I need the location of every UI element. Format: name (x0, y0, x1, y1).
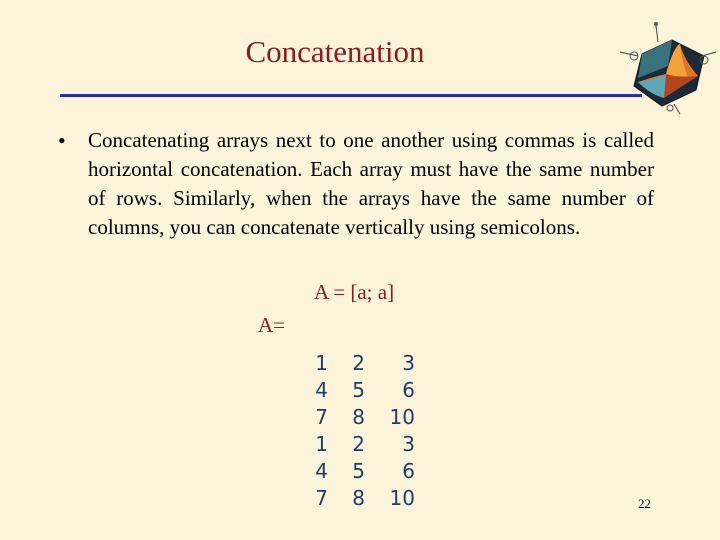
matlab-logo-icon (612, 16, 718, 120)
matrix-cell: 7 (315, 405, 328, 429)
matrix-row (305, 485, 415, 512)
bullet-marker: • (58, 128, 66, 153)
page-number: 22 (638, 496, 651, 511)
matrix-row (305, 350, 415, 377)
matrix-cell: 7 (315, 486, 328, 510)
bullet-item (58, 126, 654, 242)
slide-title: Concatenation (245, 34, 425, 69)
result-matrix (305, 350, 415, 512)
result-label: A= (258, 313, 286, 337)
matrix-cell: 6 (402, 459, 415, 483)
matrix-cell: 4 (315, 459, 328, 483)
matrix-cell: 1 (315, 432, 328, 456)
matrix-row (305, 458, 415, 485)
bullet-text: Concatenating arrays next to one another using commas is called horizontal concatenation. Each array must have the same number of rows. Similarly, when the arrays have the same number of columns, you can concatenate vertically using semicolons. (88, 128, 654, 239)
matrix-cell: 5 (352, 459, 365, 483)
matrix-cell: 3 (402, 351, 415, 375)
matrix-cell: 5 (352, 378, 365, 402)
matrix-cell: 1 (315, 351, 328, 375)
matrix-row (305, 404, 415, 431)
matrix-row (305, 377, 415, 404)
matrix-cell: 10 (389, 405, 415, 429)
matrix-cell: 2 (352, 351, 365, 375)
matrix-cell: 4 (315, 378, 328, 402)
matrix-cell: 8 (352, 486, 365, 510)
matrix-cell: 8 (352, 405, 365, 429)
formula-text: A = [a; a] (314, 280, 395, 304)
matrix-cell: 3 (402, 432, 415, 456)
matrix-cell: 2 (352, 432, 365, 456)
matrix-row (305, 431, 415, 458)
matrix-cell: 6 (402, 378, 415, 402)
matrix-cell: 10 (389, 486, 415, 510)
title-divider (60, 94, 642, 97)
